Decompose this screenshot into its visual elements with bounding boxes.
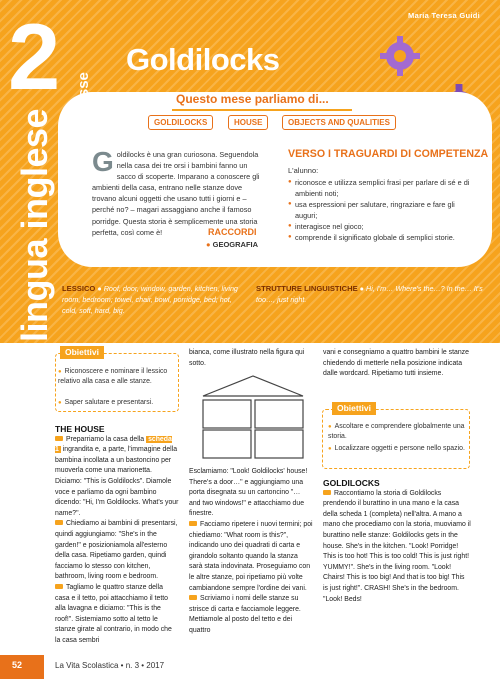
competence-list (288, 177, 478, 243)
paragraph-text: Scriviamo i nomi delle stanze su strisce di carta e facciamole leggere. Mettiamole al posto del tetto e dei quattro (189, 595, 301, 634)
structures-box: STRUTTURE LINGUISTICHE ● Hi, I'm… Where's the…? In the… It's too…, just right. (256, 284, 483, 304)
subject-vertical: lingua inglese (14, 108, 55, 342)
objectives-tag: Obiettivi (60, 346, 104, 359)
paragraph-text: Facciamo ripetere i nuovi termini; poi chiediamo: "What room is this?", indicando uno dei quadrati di carta e girandolo soltanto quando la stanza sarà stata indovinata. Proseguiamo con le altre stanze, poi ripetiamo più volte cambiandone sempre l'ordine dei vani. (189, 520, 313, 592)
objectives-tag: Obiettivi (332, 402, 376, 415)
competence-heading: VERSO I TRAGUARDI DI COMPETENZA (288, 148, 489, 160)
column-1 (55, 424, 179, 646)
structures-label: STRUTTURE LINGUISTICHE (256, 284, 358, 293)
paragraph (55, 583, 179, 647)
paragraph-text: bianca, come illustrato nella figura qui sotto. (189, 349, 305, 367)
paragraph (323, 489, 471, 606)
links-heading: RACCORDI (208, 227, 257, 237)
lexicon-text: Roof, door, window, garden, kitchen, living room, bedroom; towel, chair, bowl, porridge, bed; hot, cold, soft, hard, big. (62, 284, 238, 315)
objective-item: ● Riconoscere e nominare il lessico relativo alla casa e alle stanze. (58, 367, 176, 387)
intro-text: oldilocks è una gran curiosona. Seguendola nella casa dei tre orsi i bambini fanno un sacco di scoperte. Imparano a conoscere gli ambienti della casa, entrano nelle stanze dove trovano alcuni oggetti che usano tutti i giorni e – perché no? – magari assaggiano anche il famoso porridge. Questa storia è semplicemente una storia perfetta, così come è! (92, 150, 260, 237)
links-item-text: GEOGRAFIA (212, 240, 259, 249)
topic-tag: HOUSE (228, 115, 268, 130)
page-title: Goldilocks (126, 42, 280, 77)
objective-item: ● Saper salutare e presentarsi. (58, 398, 176, 408)
column-3 (323, 478, 471, 605)
topic-tag: OBJECTS AND QUALITIES (282, 115, 396, 130)
magazine-credit: La Vita Scolastica • n. 3 • 2017 (55, 661, 165, 670)
topic-tag: GOLDILOCKS (148, 115, 213, 130)
gear-icon (380, 36, 420, 76)
worksheet-ref: scheda 1 (55, 435, 172, 454)
paragraph-text: Raccontiamo la storia di Goldilocks prendendo il burattino in una mano e la casa della scheda 1 (completa) nell'altra. A mano a mano che procediamo con la storia, muoviamo il burattino nelle stanze: Goldilocks gets in the house. She's in the kitchen. "Look! Porridge! This is too hot! This is too cold! This is just right! YUMMY!". She's in the living room. "Look! Chairs! This is too big! And that is too big! This is just right!". CRASH! She's in the bedroom. "Look! Beds! (323, 489, 471, 603)
month-heading: Questo mese parliamo di... (176, 92, 329, 106)
paragraph (55, 435, 179, 520)
column-2 (189, 467, 313, 637)
lexicon-label: LESSICO (62, 284, 96, 293)
section-heading: THE HOUSE (55, 424, 105, 434)
paragraph-text: Preparriamo la casa della (66, 435, 145, 443)
paragraph-text: Chiediamo ai bambini di presentarsi, quindi aggiungiamo: "She's in the garden!" e posizioniamola all'esterno della casa. Ripetiamo garden, quindi facciamo lo stesso con kitchen, bathroom, living room e bedroom. (55, 520, 178, 581)
column-3-top (323, 348, 471, 380)
list-item: ● riconosce e utilizza semplici frasi per parlare di sé e di ambienti noti; (288, 177, 478, 199)
paragraph-text: Esclamiamo: "Look! Goldilocks' house! There's a door…" e aggiungiamo una porta disegnata su un cartoncino "… and two windows!" e attacchiamo due finestre. (189, 468, 308, 518)
links-item: ● GEOGRAFIA (206, 240, 259, 249)
paragraph-text: Tagliamo le quattro stanze della casa e il tetto, poi attacchiamo il tetto alla lavagna e diciamo: "This is the roof!". Sistemiamo sotto al tetto le stanze girate al contrario, in modo che la casa sembri (55, 583, 172, 644)
objective-item: ● Ascoltare e comprendere globalmente una storia. (328, 422, 466, 442)
section-heading: GOLDILOCKS (323, 478, 380, 488)
list-item: ● comprende il significato globale di semplici storie. (288, 232, 478, 243)
house-diagram (197, 372, 309, 460)
column-2-top (189, 348, 313, 369)
list-item: ● usa espressioni per salutare, ringraziare e fare gli auguri; (288, 199, 478, 221)
paragraph (55, 519, 179, 583)
objective-item: ● Localizzare oggetti e persone nello spazio. (328, 444, 466, 454)
lexicon-box: LESSICO ● Roof, door, window, garden, kitchen, living room, bedroom; towel, chair, bowl, porridge, bed; hot, cold, soft, hard, big. (62, 284, 238, 315)
paragraph-text: ingrandita e, a parte, l'immagine della bambina incollata a un bastoncino per muoverla come una marionetta. Diciamo: "This is Goldilocks". Diamole voce e parliamo da ogni bambino dicendo: "Hi, I'm Goldilocks. What's your name?". (55, 446, 179, 517)
paragraph (189, 520, 313, 594)
structures-text: Hi, I'm… Where's the…? In the… It's too…, just right. (256, 284, 483, 304)
heading-underline (172, 109, 352, 111)
intro-paragraph (92, 146, 264, 238)
drop-cap: G (92, 146, 114, 177)
author-name: Maria Teresa Guidi (408, 11, 480, 20)
page-number: 52 (12, 660, 23, 670)
paragraph (189, 594, 313, 636)
grade-number: 2 (8, 4, 61, 109)
paragraph-text: vani e consegniamo a quattro bambini le stanze chiedendo di metterle nella posizione indicata dalle wordcard. Ripetiamo tutti insieme. (323, 349, 469, 378)
list-item: ● interagisce nel gioco; (288, 221, 478, 232)
competence-intro: L'alunno: (288, 166, 319, 175)
